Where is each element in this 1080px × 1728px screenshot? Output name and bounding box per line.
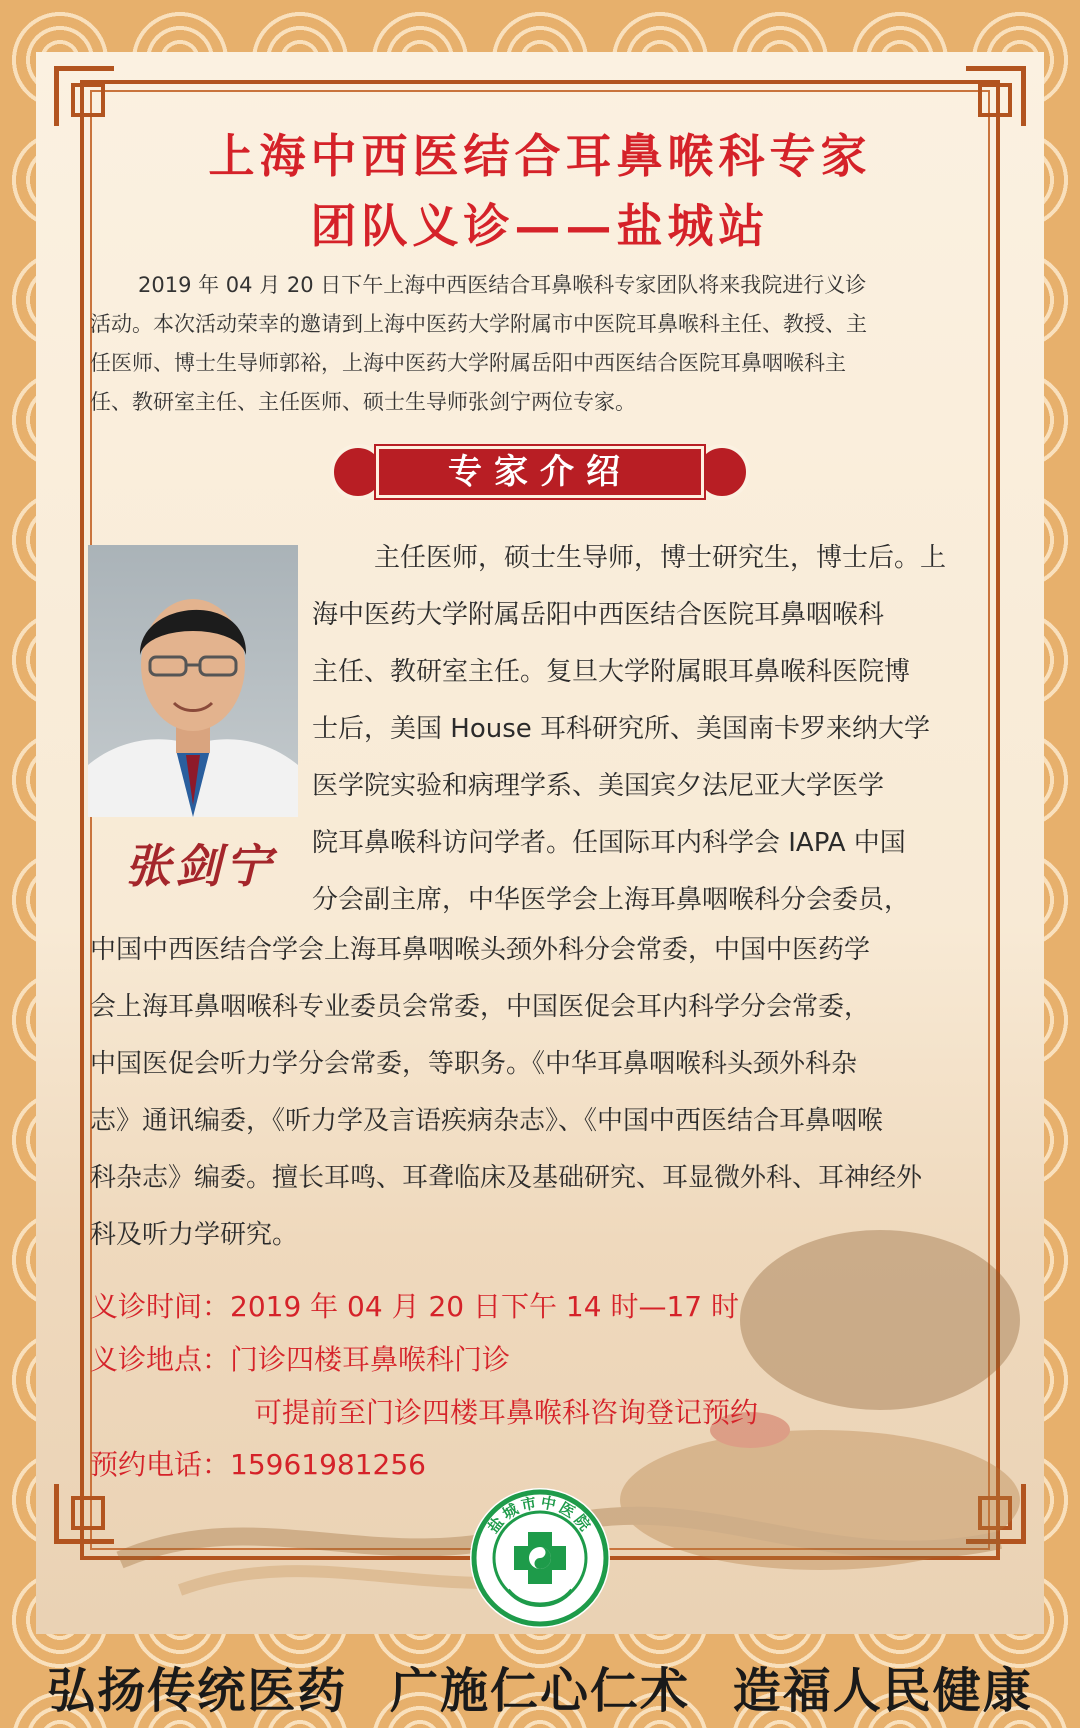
- booking-phone: 预约电话：15961981256: [90, 1448, 426, 1481]
- expert-portrait-photo: [88, 545, 298, 817]
- bio-line: 科杂志》编委。擅长耳鸣、耳聋临床及基础研究、耳显微外科、耳神经外: [90, 1163, 923, 1193]
- banner-label: 专家介绍: [448, 452, 632, 492]
- bio-line: 分会副主席，中华医学会上海耳鼻咽喉科分会委员，: [312, 885, 911, 915]
- clinic-time: 义诊时间：2019 年 04 月 20 日下午 14 时—17 时: [90, 1290, 739, 1323]
- frame-corner-ornament: [966, 66, 1026, 126]
- bio-line: 志》通讯编委，《听力学及言语疾病杂志》、《中国中西医结合耳鼻咽喉: [90, 1106, 884, 1136]
- bio-line: 海中医药大学附属岳阳中西医结合医院耳鼻咽喉科: [312, 600, 885, 630]
- frame-corner-ornament: [966, 1484, 1026, 1544]
- page-title-line2: 团队义诊——盐城站: [310, 199, 770, 253]
- bio-line: 医学院实验和病理学系、美国宾夕法尼亚大学医学: [312, 771, 885, 801]
- registration-note: 可提前至门诊四楼耳鼻喉科咨询登记预约: [254, 1396, 759, 1429]
- hospital-logo: [468, 1486, 612, 1630]
- intro-line: 2019 年 04 月 20 日下午上海中西医结合耳鼻喉科专家团队将来我院进行义诊: [138, 273, 867, 297]
- bio-line: 中国中西医结合学会上海耳鼻咽喉头颈外科分会常委，中国中医药学: [90, 935, 871, 965]
- footer-slogan: 弘扬传统医药 广施仁心仁术 造福人民健康: [47, 1663, 1033, 1719]
- frame-corner-ornament: [54, 1484, 114, 1544]
- clinic-location: 义诊地点：门诊四楼耳鼻喉科门诊: [90, 1343, 511, 1376]
- expert-bio-lower: [90, 922, 992, 1264]
- bio-line: 院耳鼻喉科访问学者。任国际耳内科学会 IAPA 中国: [312, 828, 906, 858]
- expert-name-signature: 张剑宁: [125, 839, 275, 893]
- intro-line: 任医师、博士生导师郭裕，上海中医药大学附属岳阳中西医结合医院耳鼻咽喉科主: [90, 351, 846, 375]
- bio-line: 会上海耳鼻咽喉科专业委员会常委，中国医促会耳内科学分会常委，: [90, 992, 871, 1022]
- bio-line: 士后，美国 House 耳科研究所、美国南卡罗来纳大学: [312, 714, 931, 744]
- intro-line: 任、教研室主任、主任医师、硕士生导师张剑宁两位专家。: [90, 390, 636, 414]
- logo-text: 盐城市中医院: [484, 1493, 596, 1537]
- intro-line: 活动。本次活动荣幸的邀请到上海中医药大学附属市中医院耳鼻喉科主任、教授、主: [90, 312, 867, 336]
- bio-line: 主任医师，硕士生导师，博士研究生，博士后。上: [374, 543, 947, 573]
- section-banner: [328, 440, 752, 504]
- intro-paragraph: [90, 266, 990, 422]
- expert-bio-upper: [312, 530, 992, 929]
- frame-corner-ornament: [54, 66, 114, 126]
- bio-line: 主任、教研室主任。复旦大学附属眼耳鼻喉科医院博: [312, 657, 911, 687]
- page-title-line1: 上海中西医结合耳鼻喉科专家: [208, 129, 872, 183]
- bio-line: 中国医促会听力学分会常委，等职务。《中华耳鼻咽喉科头颈外科杂: [90, 1049, 858, 1079]
- bio-line: 科及听力学研究。: [90, 1220, 299, 1250]
